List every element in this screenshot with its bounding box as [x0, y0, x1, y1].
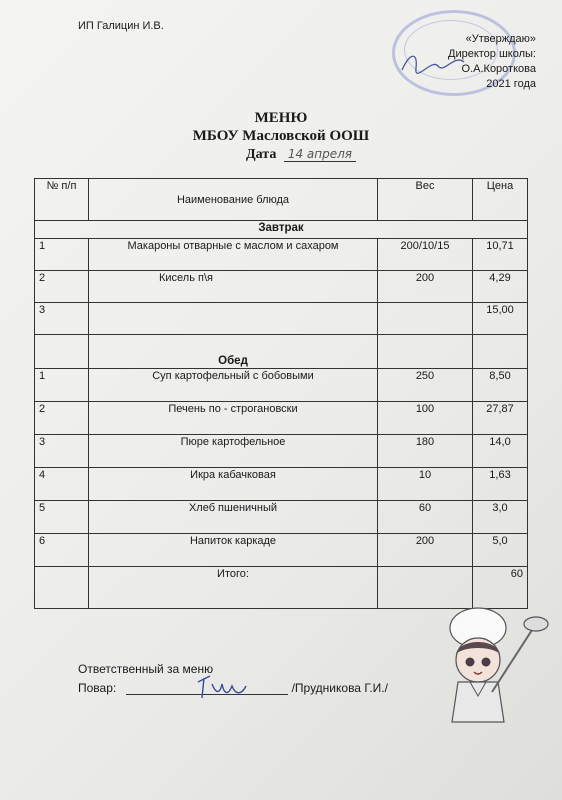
table-row: [35, 239, 528, 271]
chef-cartoon: [432, 600, 552, 725]
row-price: 14,0: [473, 435, 528, 468]
approval-block: [448, 32, 536, 92]
section-spacer: [378, 335, 473, 369]
row-name: Напиток каркаде: [89, 534, 378, 567]
row-name: Кисель п\я: [89, 271, 378, 303]
approve-line: Директор школы:: [448, 48, 536, 60]
row-weight: [378, 303, 473, 335]
lunch-title: Обед: [89, 335, 378, 369]
row-num: 1: [35, 369, 89, 402]
row-price: 10,71: [473, 239, 528, 271]
row-price: 5,0: [473, 534, 528, 567]
row-num: 2: [35, 271, 89, 303]
approve-line: О.А.Короткова: [461, 63, 536, 75]
date-label: Дата: [246, 147, 277, 162]
row-num: 6: [35, 534, 89, 567]
header-name: Наименование блюда: [89, 179, 378, 221]
total-value: 60: [473, 567, 528, 609]
row-name: Икра кабачковая: [89, 468, 378, 501]
menu-title: МЕНЮ: [254, 110, 308, 126]
row-weight: 10: [378, 468, 473, 501]
total-spacer: [35, 567, 89, 609]
date-value: 14 апреля: [284, 147, 356, 162]
table-row: [35, 303, 528, 335]
approve-line: «Утверждаю»: [465, 33, 536, 45]
organization-name: ИП Галицин И.В.: [78, 20, 164, 32]
section-row: [35, 335, 528, 369]
row-name: Печень по - строгановски: [89, 402, 378, 435]
row-num: 3: [35, 435, 89, 468]
row-weight: 200/10/15: [378, 239, 473, 271]
header-price: Цена: [473, 179, 528, 221]
row-name: Макароны отварные с маслом и сахаром: [89, 239, 378, 271]
row-weight: 200: [378, 534, 473, 567]
row-name: Суп картофельный с бобовыми: [89, 369, 378, 402]
row-num: 2: [35, 402, 89, 435]
row-price: 4,29: [473, 271, 528, 303]
menu-table: [34, 178, 528, 609]
header-num: № п/п: [35, 179, 89, 221]
row-name: Хлеб пшеничный: [89, 501, 378, 534]
table-row: [35, 369, 528, 402]
row-num: 5: [35, 501, 89, 534]
row-weight: 180: [378, 435, 473, 468]
section-spacer: [473, 335, 528, 369]
table-row: [35, 402, 528, 435]
section-row: [35, 221, 528, 239]
row-weight: 60: [378, 501, 473, 534]
row-weight: 100: [378, 402, 473, 435]
cook-signature: [192, 670, 252, 704]
table-row: [35, 468, 528, 501]
row-price: 8,50: [473, 369, 528, 402]
row-name: Пюре картофельное: [89, 435, 378, 468]
row-num: 1: [35, 239, 89, 271]
responsible-label: Ответственный за меню: [78, 662, 214, 676]
table-header-row: [35, 179, 528, 221]
cook-name: /Прудникова Г.И./: [291, 681, 388, 695]
school-name: МБОУ Масловской ООШ: [192, 128, 370, 144]
total-label: Итого:: [89, 567, 378, 609]
section-spacer: [35, 335, 89, 369]
row-price: 15,00: [473, 303, 528, 335]
table-row: [35, 501, 528, 534]
approve-line: 2021 года: [486, 78, 536, 90]
table-row: [35, 435, 528, 468]
row-weight: 250: [378, 369, 473, 402]
table-row: [35, 534, 528, 567]
row-num: 4: [35, 468, 89, 501]
breakfast-title: Завтрак: [35, 221, 528, 239]
row-weight: 200: [378, 271, 473, 303]
row-price: 3,0: [473, 501, 528, 534]
header-weight: Вес: [378, 179, 473, 221]
row-name: [89, 303, 378, 335]
cook-label: Повар:: [78, 681, 117, 695]
date-line: [246, 147, 356, 163]
row-num: 3: [35, 303, 89, 335]
table-row: [35, 271, 528, 303]
row-price: 27,87: [473, 402, 528, 435]
row-price: 1,63: [473, 468, 528, 501]
